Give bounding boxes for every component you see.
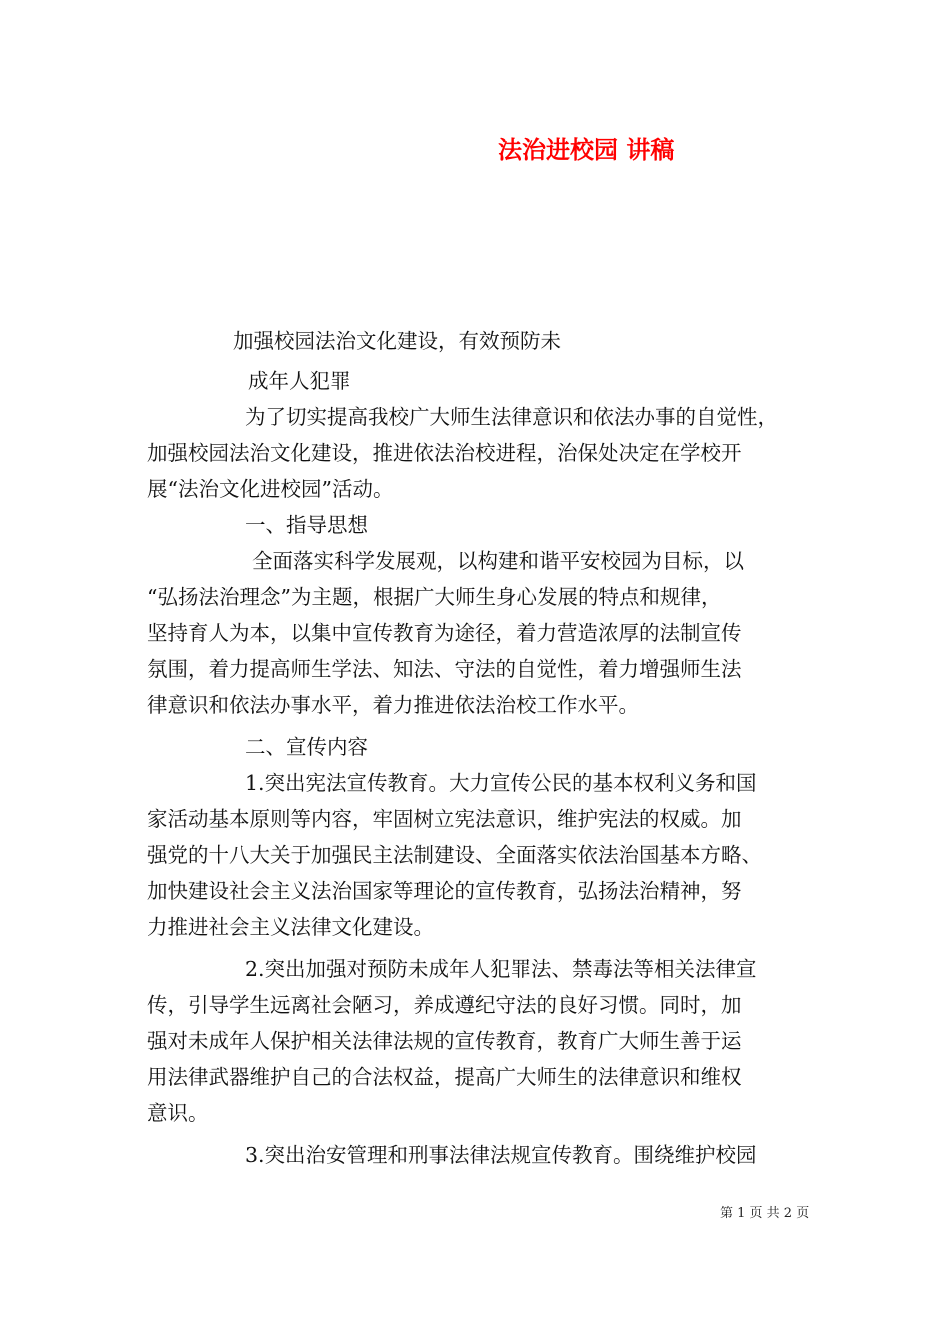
body-line: 用法律武器维护自己的合法权益，提高广大师生的法律意识和维权 bbox=[147, 1065, 742, 1089]
body-line: 强对未成年人保护相关法律法规的宣传教育，教育广大师生善于运 bbox=[147, 1029, 742, 1053]
body-line: 加快建设社会主义法治国家等理论的宣传教育，弘扬法治精神，努 bbox=[147, 879, 742, 903]
body-line: 2.突出加强对预防未成年人犯罪法、禁毒法等相关法律宣 bbox=[245, 957, 757, 981]
section-heading-publicity-content: 二、宣传内容 bbox=[245, 735, 368, 759]
body-line: 力推进社会主义法律文化建设。 bbox=[147, 915, 434, 939]
section-heading-guiding-thought: 一、指导思想 bbox=[245, 513, 368, 537]
body-line: 强党的十八大关于加强民主法制建设、全面落实依法治国基本方略、 bbox=[147, 843, 762, 867]
body-line: 展“法治文化进校园”活动。 bbox=[147, 477, 394, 501]
body-line: “弘扬法治理念”为主题，根据广大师生身心发展的特点和规律， bbox=[147, 585, 722, 609]
page-number-footer: 第 1 页 共 2 页 bbox=[720, 1206, 810, 1221]
body-line: 为了切实提高我校广大师生法律意识和依法办事的自觉性， bbox=[245, 405, 778, 429]
body-line: 全面落实科学发展观，以构建和谐平安校园为目标，以 bbox=[252, 549, 744, 573]
body-line: 1.突出宪法宣传教育。大力宣传公民的基本权利义务和国 bbox=[245, 771, 757, 795]
body-line: 家活动基本原则等内容，牢固树立宪法意识，维护宪法的权威。加 bbox=[147, 807, 742, 831]
subtitle-line-2: 成年人犯罪 bbox=[248, 369, 351, 393]
document-title: 法治进校园 讲稿 bbox=[498, 135, 675, 164]
body-line: 传，引导学生远离社会陋习，养成遵纪守法的良好习惯。同时，加 bbox=[147, 993, 742, 1017]
body-line: 坚持育人为本，以集中宣传教育为途径，着力营造浓厚的法制宣传 bbox=[147, 621, 742, 645]
body-line: 律意识和依法办事水平，着力推进依法治校工作水平。 bbox=[147, 693, 639, 717]
subtitle-line-1: 加强校园法治文化建设，有效预防未 bbox=[233, 329, 561, 353]
body-line: 意识。 bbox=[147, 1101, 209, 1125]
body-line: 氛围，着力提高师生学法、知法、守法的自觉性，着力增强师生法 bbox=[147, 657, 742, 681]
body-line: 3.突出治安管理和刑事法律法规宣传教育。围绕维护校园 bbox=[245, 1143, 757, 1167]
body-line: 加强校园法治文化建设，推进依法治校进程，治保处决定在学校开 bbox=[147, 441, 742, 465]
